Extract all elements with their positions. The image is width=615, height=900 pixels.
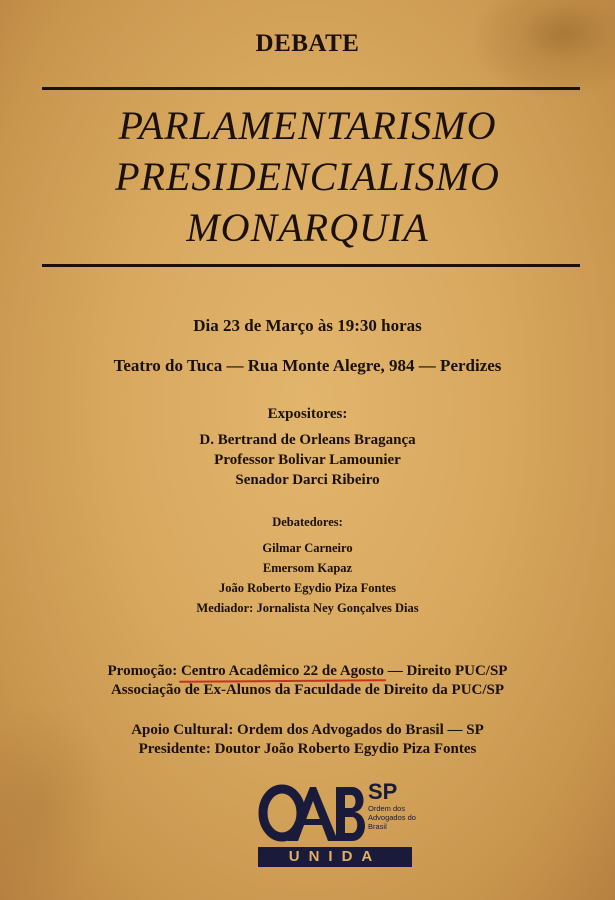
presidente-line: Presidente: Doutor João Roberto Egydio Piza Fontes: [138, 741, 477, 757]
oab-logo: [258, 779, 418, 875]
promocao-association: Associação de Ex-Alunos da Faculdade de Direito da PUC/SP: [110, 682, 505, 698]
headline-line-3: MONARQUIA: [186, 205, 429, 250]
promocao-label: Promoção:: [107, 663, 178, 679]
event-venue: Teatro do Tuca — Rua Monte Alegre, 984 — Perdizes: [113, 356, 502, 375]
promocao-organizer: Centro Acadêmico 22 de Agosto: [180, 663, 385, 679]
debatedores-heading: Debatedores:: [272, 515, 343, 529]
expositor-name: D. Bertrand de Orleans Bragança: [199, 432, 416, 448]
poster-title: DEBATE: [255, 30, 360, 57]
expositores-heading: Expositores:: [267, 406, 348, 422]
mediador-line: Mediador: Jornalista Ney Gonçalves Dias: [196, 601, 419, 615]
promocao-line: [0, 663, 615, 680]
headline-line-1: PARLAMENTARISMO: [118, 103, 497, 148]
promocao-suffix: — Direito PUC/SP: [387, 663, 508, 679]
debatedor-name: João Roberto Egydio Piza Fontes: [218, 581, 397, 595]
top-rule: [42, 87, 580, 90]
event-date: Dia 23 de Março às 19:30 horas: [193, 316, 422, 335]
expositor-name: Professor Bolivar Lamounier: [214, 452, 401, 468]
debatedor-name: Gilmar Carneiro: [262, 541, 353, 555]
debatedor-name: Emersom Kapaz: [262, 561, 353, 575]
logo-region: SP: [368, 779, 398, 804]
bottom-rule: [42, 264, 580, 267]
logo-band: UNIDA: [258, 847, 412, 867]
logo-subtitle: Ordem dos Advogados do Brasil: [368, 804, 416, 831]
oab-mark-icon: [258, 783, 370, 845]
apoio-cultural-line: Apoio Cultural: Ordem dos Advogados do Brasil — SP: [131, 722, 484, 738]
headline-line-2: PRESIDENCIALISMO: [115, 154, 500, 199]
expositor-name: Senador Darci Ribeiro: [235, 472, 380, 488]
